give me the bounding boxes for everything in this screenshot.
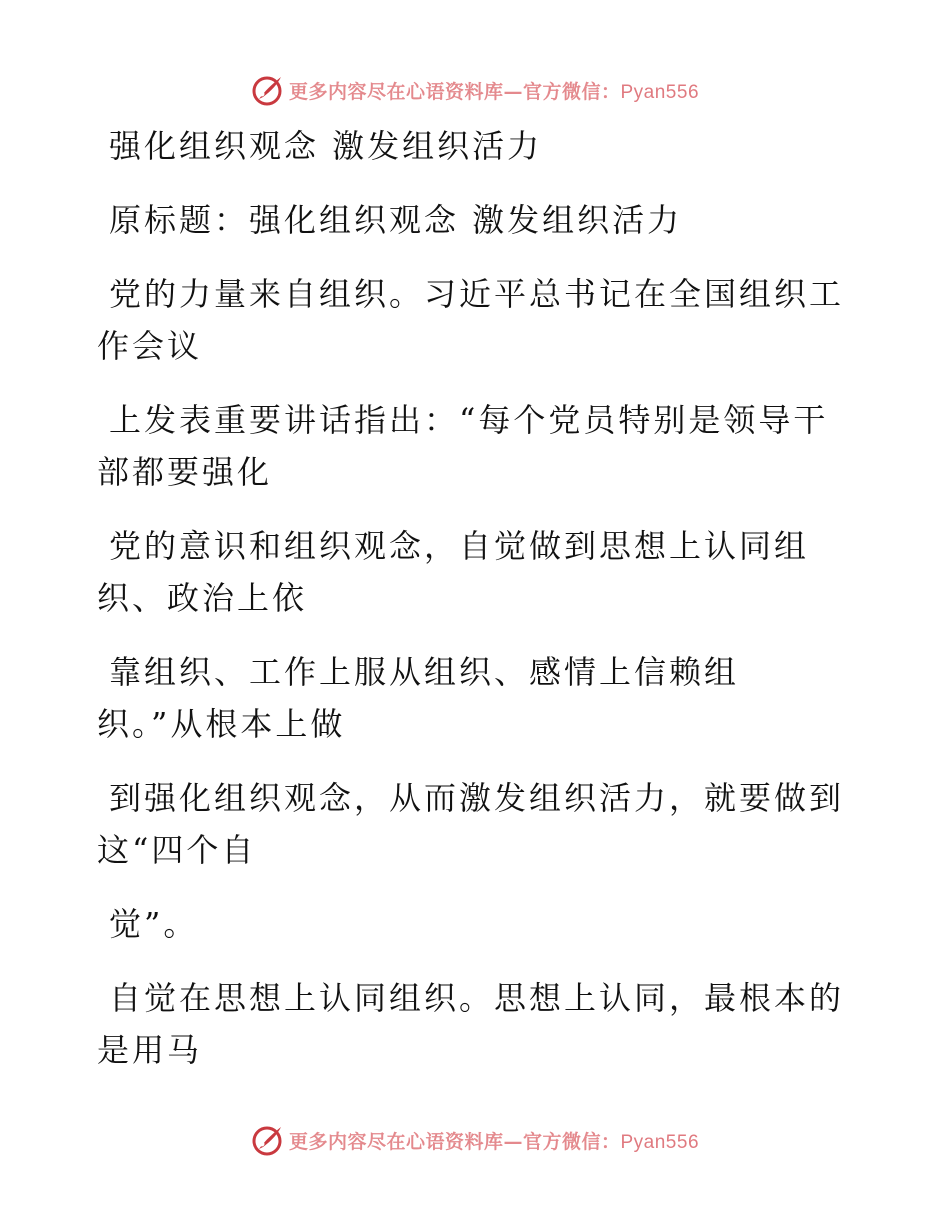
text-line: 织、政治上依: [97, 579, 308, 617]
quill-logo-icon: [251, 1123, 285, 1157]
text-line: 部都要强化: [97, 453, 273, 491]
text-line: 靠组织、工作上服从组织、感情上信赖组: [109, 653, 740, 691]
wechat-handle: Pyan556: [620, 1131, 700, 1153]
text-line: 党的力量来自组织。习近平总书记在全国组织工: [109, 275, 845, 313]
paragraph: [97, 194, 837, 246]
text-line: 原标题：强化组织观念 激发组织活力: [109, 201, 683, 239]
text-line: 上发表重要讲话指出：“每个党员特别是领导干: [109, 401, 829, 439]
header-banner: [0, 70, 950, 110]
text-line: 强化组织观念 激发组织活力: [109, 127, 543, 165]
text-line: 作会议: [97, 327, 203, 365]
text-line: 是用马: [97, 1031, 203, 1069]
text-line: 这“四个自: [97, 831, 257, 869]
paragraph: [97, 520, 837, 624]
paragraph: [97, 898, 837, 950]
paragraph: [97, 268, 845, 372]
banner-text: 更多内容尽在心语资料库—官方微信：Pyan556: [288, 1130, 700, 1153]
paragraph: [97, 972, 845, 1076]
text-line: 织。”从根本上做: [97, 705, 346, 743]
text-line: 觉”。: [109, 905, 199, 943]
paragraph: [97, 772, 845, 876]
footer-banner: [0, 1120, 950, 1160]
document-title: [97, 120, 837, 172]
text-line: 自觉在思想上认同组织。思想上认同，最根本的: [109, 979, 845, 1017]
paragraph: [97, 394, 837, 498]
banner-text: 更多内容尽在心语资料库—官方微信：Pyan556: [288, 80, 700, 103]
wechat-handle: Pyan556: [620, 81, 700, 103]
quill-logo-icon: [251, 73, 285, 107]
document-body: [97, 120, 845, 1098]
text-line: 党的意识和组织观念，自觉做到思想上认同组: [109, 527, 810, 565]
text-line: 到强化组织观念，从而激发组织活力，就要做到: [109, 779, 845, 817]
paragraph: [97, 646, 837, 750]
